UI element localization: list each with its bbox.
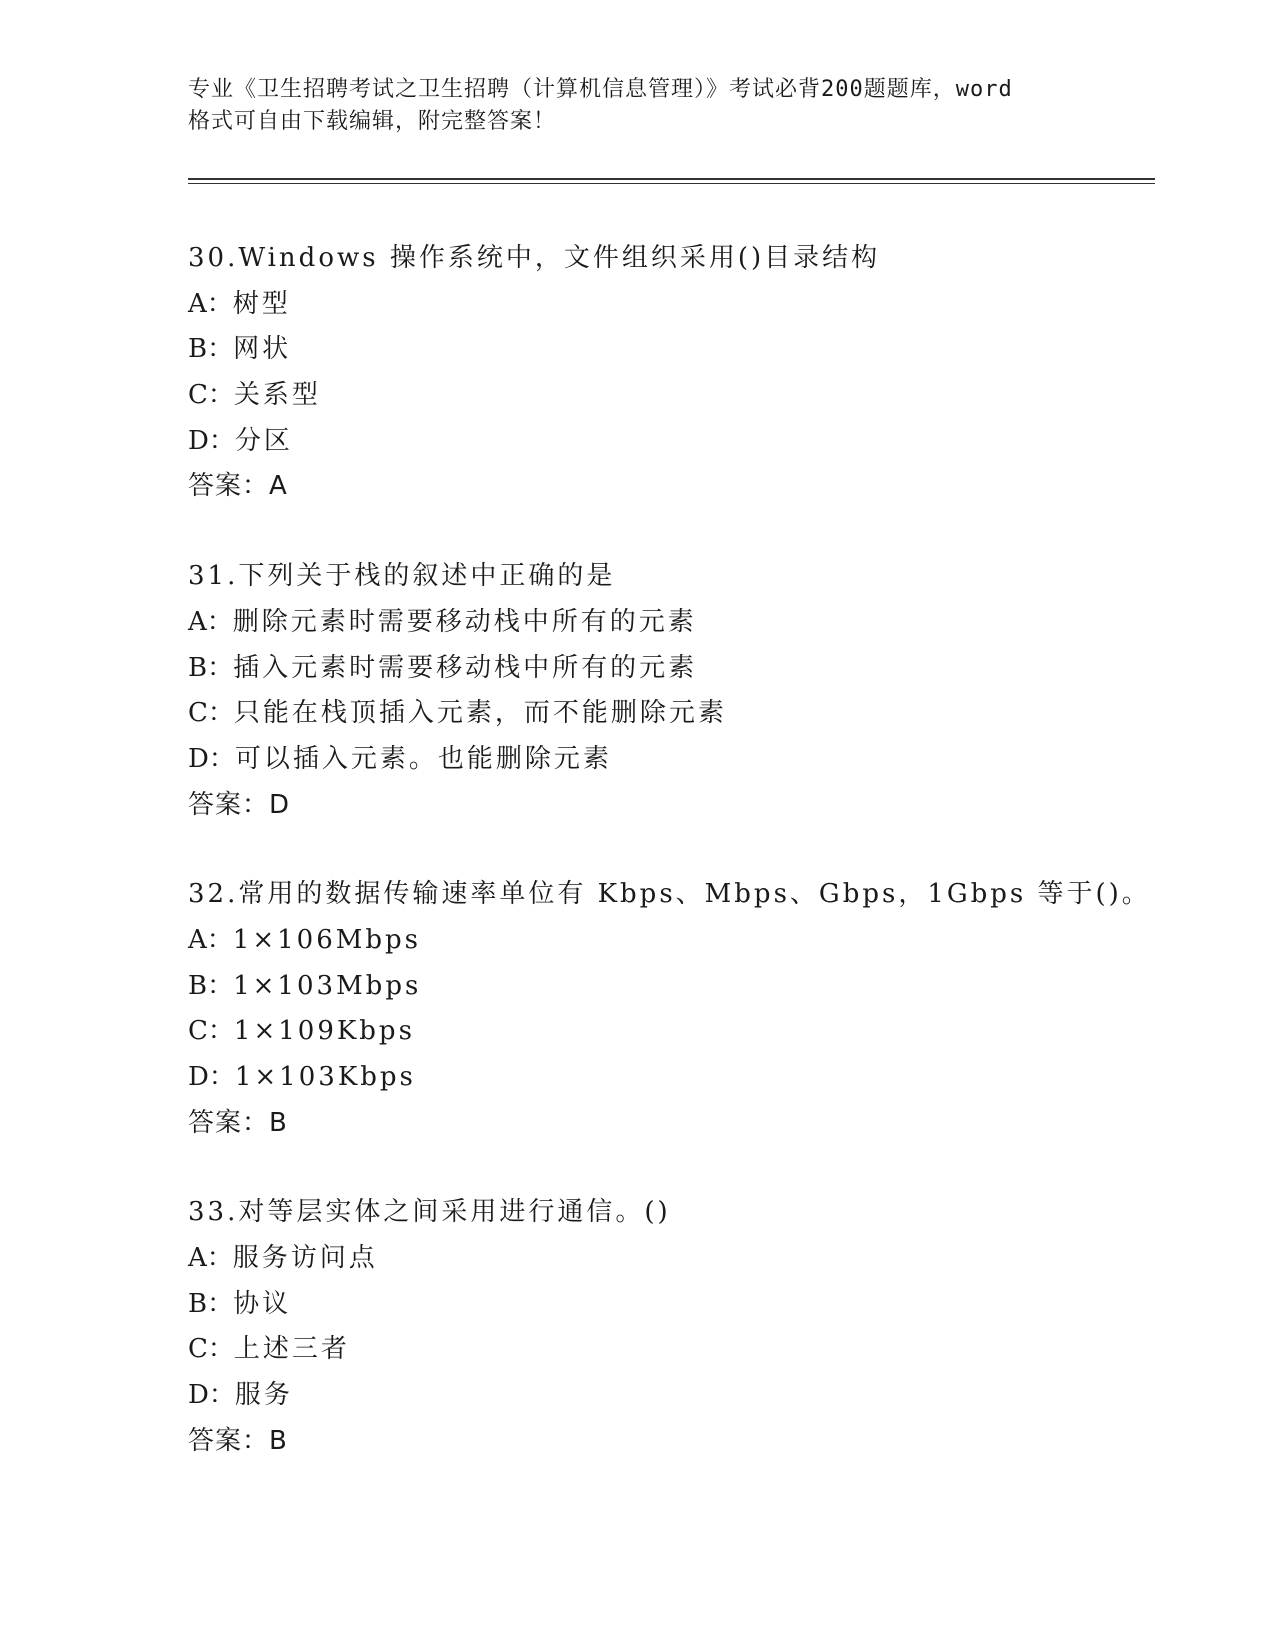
- answer-line: 答案：A: [188, 471, 288, 502]
- option-key: D：: [188, 743, 235, 774]
- option-key: A：: [188, 606, 233, 637]
- option-d: [188, 1373, 1168, 1419]
- option-text: 协议: [233, 1288, 292, 1319]
- option-a: [188, 1236, 1168, 1282]
- option-c: [188, 691, 1168, 737]
- option-c: [188, 1009, 1168, 1055]
- option-a: [188, 600, 1168, 646]
- option-a: [188, 918, 1168, 964]
- option-text: 可以插入元素。也能删除元素: [234, 743, 612, 774]
- header-line-1: 专业《卫生招聘考试之卫生招聘（计算机信息管理）》考试必背200题题库，word: [188, 77, 1013, 102]
- option-key: D：: [188, 1380, 235, 1411]
- header-divider-thick: [188, 178, 1155, 180]
- question-33: [188, 1190, 1168, 1464]
- answer-line: 答案：B: [188, 1425, 288, 1456]
- option-key: B：: [188, 334, 234, 365]
- option-a: [188, 282, 1168, 328]
- option-text: 1×109Kbps: [233, 1016, 415, 1047]
- answer-line: 答案：B: [188, 1107, 288, 1138]
- option-key: B：: [188, 652, 234, 683]
- option-key: D：: [188, 1062, 235, 1092]
- option-text: 只能在栈顶插入元素，而不能删除元素: [233, 698, 727, 729]
- option-d: [188, 1055, 1168, 1101]
- question-30: [188, 236, 1168, 510]
- option-c: [188, 373, 1168, 419]
- option-key: C：: [188, 380, 234, 411]
- option-b: [188, 327, 1168, 373]
- option-text: 删除元素时需要移动栈中所有的元素: [232, 606, 697, 637]
- option-text: 1×103Kbps: [234, 1062, 416, 1092]
- option-d: [188, 419, 1168, 465]
- option-key: C：: [188, 1334, 234, 1365]
- option-text: 服务访问点: [232, 1243, 378, 1274]
- option-key: A：: [188, 924, 233, 955]
- header-divider-thin: [188, 183, 1155, 184]
- question-stem: 30.Windows 操作系统中，文件组织采用()目录结构: [188, 243, 881, 273]
- question-list: [188, 236, 1168, 1509]
- question-stem: 31.下列关于栈的叙述中正确的是: [188, 561, 616, 592]
- option-text: 1×103Mbps: [233, 970, 422, 1001]
- option-b: [188, 646, 1168, 692]
- option-text: 分区: [234, 425, 293, 456]
- option-key: B：: [188, 1288, 234, 1319]
- option-text: 服务: [234, 1380, 293, 1411]
- question-32: [188, 872, 1168, 1146]
- header-line-2: 格式可自由下载编辑，附完整答案！: [188, 109, 557, 134]
- document-header: [188, 74, 1118, 138]
- option-text: 插入元素时需要移动栈中所有的元素: [233, 652, 698, 683]
- option-d: [188, 737, 1168, 783]
- option-text: 1×106Mbps: [232, 924, 421, 955]
- option-text: 上述三者: [233, 1334, 350, 1365]
- question-stem: 33.对等层实体之间采用进行通信。(): [188, 1197, 671, 1228]
- option-key: B：: [188, 970, 234, 1001]
- option-key: D：: [188, 425, 235, 456]
- option-b: [188, 964, 1168, 1010]
- option-text: 网状: [233, 334, 292, 365]
- option-text: 关系型: [233, 380, 321, 411]
- option-key: C：: [188, 1016, 234, 1047]
- question-stem: 32.常用的数据传输速率单位有 Kbps、Mbps、Gbps，1Gbps 等于()。: [188, 879, 1151, 910]
- option-b: [188, 1282, 1168, 1328]
- option-key: A：: [188, 288, 233, 319]
- option-key: A：: [188, 1243, 233, 1274]
- answer-line: 答案：D: [188, 789, 291, 820]
- option-text: 树型: [232, 288, 291, 319]
- question-31: [188, 554, 1168, 828]
- option-c: [188, 1327, 1168, 1373]
- option-key: C：: [188, 698, 234, 729]
